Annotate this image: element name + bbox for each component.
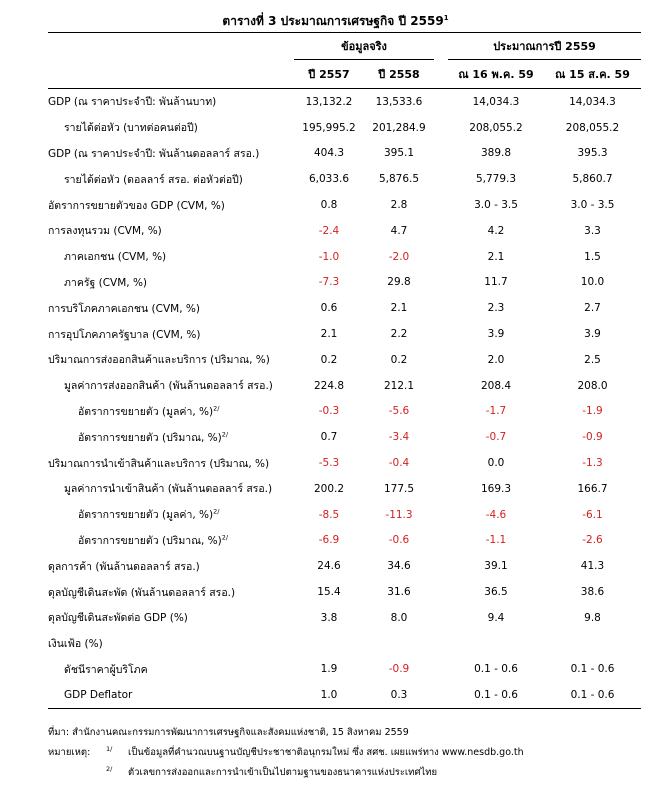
row-label bbox=[48, 399, 294, 425]
row-label-text: ดุลบัญชีเดินสะพัด (พันล้านดอลลาร์ สรอ.) bbox=[48, 586, 236, 599]
row-value bbox=[294, 631, 364, 657]
table-row bbox=[48, 166, 641, 192]
row-value: 212.1 bbox=[383, 379, 415, 392]
row-label bbox=[48, 89, 294, 115]
row-value: -0.3 bbox=[318, 405, 340, 418]
row-value: 0.2 bbox=[390, 353, 408, 366]
table-row bbox=[48, 631, 641, 657]
row-value: 0.8 bbox=[320, 199, 338, 212]
table-title-text: ตารางที่ 3 ประมาณการเศรษฐกิจ ปี 2559 bbox=[222, 14, 444, 28]
row-label bbox=[48, 373, 294, 399]
header-forecast-group: ประมาณการปี 2559 bbox=[448, 33, 641, 60]
remark1-text: เป็นข้อมูลที่คำนวณบนฐานบัญชีประชาชาติอนุกรมใหม่ ซึ่ง สศช. เผยแพร่ทาง www.nesdb.go.th bbox=[128, 747, 524, 758]
row-value: 3.8 bbox=[320, 611, 338, 624]
header-group-row bbox=[48, 33, 641, 60]
row-value: 2.8 bbox=[390, 199, 408, 212]
row-value: -0.7 bbox=[485, 431, 507, 444]
row-value: 5,860.7 bbox=[572, 173, 613, 186]
source-note bbox=[48, 723, 524, 743]
row-value: -0.9 bbox=[582, 431, 603, 444]
remark-note-1 bbox=[48, 743, 524, 763]
table-row bbox=[48, 347, 641, 373]
header-col-aug59: ณ 15 ส.ค. 59 bbox=[544, 60, 641, 89]
row-label bbox=[48, 476, 294, 502]
row-value: 169.3 bbox=[480, 482, 512, 495]
table-row bbox=[48, 89, 641, 115]
row-value: 404.3 bbox=[313, 147, 345, 160]
row-label bbox=[48, 218, 294, 244]
row-value: 3.0 - 3.5 bbox=[474, 199, 518, 212]
table-row bbox=[48, 399, 641, 425]
table-row bbox=[48, 192, 641, 218]
row-value: 15.4 bbox=[317, 586, 341, 599]
row-label bbox=[48, 347, 294, 373]
row-value: 9.8 bbox=[584, 611, 601, 624]
header-blank-2 bbox=[48, 60, 294, 89]
row-value: 224.8 bbox=[313, 379, 345, 392]
row-value: 0.1 - 0.6 bbox=[474, 663, 518, 676]
row-value: -11.3 bbox=[385, 508, 413, 521]
row-value: 0.6 bbox=[320, 302, 338, 315]
header-col-2558: ปี 2558 bbox=[364, 60, 434, 89]
row-value: 13,132.2 bbox=[305, 95, 353, 108]
row-value: -5.6 bbox=[388, 405, 410, 418]
row-label-text: การลงทุนรวม (CVM, %) bbox=[48, 225, 162, 238]
row-value: -1.9 bbox=[582, 405, 603, 418]
footnote-marker: 2/ bbox=[221, 533, 229, 542]
row-value: 395.3 bbox=[577, 147, 608, 160]
row-value: -6.9 bbox=[318, 534, 340, 547]
row-label-text: อัตราการขยายตัวของ GDP (CVM, %) bbox=[48, 199, 225, 212]
table-body bbox=[48, 89, 641, 709]
row-value: 166.7 bbox=[577, 482, 608, 495]
table-notes bbox=[48, 723, 524, 783]
row-value: -4.6 bbox=[485, 508, 507, 521]
row-value: 3.3 bbox=[584, 224, 601, 237]
table-row bbox=[48, 450, 641, 476]
footnote-marker: 2/ bbox=[213, 404, 220, 413]
row-value: 395.1 bbox=[383, 147, 415, 160]
row-value: -3.4 bbox=[388, 431, 410, 444]
row-label-text: อัตราการขยายตัว (มูลค่า, %) bbox=[78, 509, 214, 522]
table-row bbox=[48, 115, 641, 141]
row-value: 2.1 bbox=[390, 302, 408, 315]
remark-label: หมายเหตุ: bbox=[48, 747, 91, 758]
row-value bbox=[364, 631, 434, 657]
row-label bbox=[48, 244, 294, 270]
row-value: 177.5 bbox=[383, 482, 415, 495]
row-label bbox=[48, 450, 294, 476]
row-value: 1.5 bbox=[584, 250, 601, 263]
row-label bbox=[48, 295, 294, 321]
row-label-text: อัตราการขยายตัว (ปริมาณ, %) bbox=[78, 534, 222, 547]
row-value: -1.1 bbox=[485, 534, 507, 547]
footnote-marker: 2/ bbox=[213, 507, 220, 516]
row-label bbox=[48, 321, 294, 347]
row-value bbox=[544, 631, 641, 657]
table-row bbox=[48, 476, 641, 502]
row-label-text: ดัชนีราคาผู้บริโภค bbox=[64, 663, 148, 676]
row-value: -6.1 bbox=[582, 508, 603, 521]
row-value: 2.1 bbox=[487, 250, 505, 263]
row-value: 5,876.5 bbox=[378, 173, 420, 186]
row-value: 2.0 bbox=[487, 353, 505, 366]
row-value: 1.0 bbox=[294, 682, 364, 708]
row-label-text: การบริโภคภาคเอกชน (CVM, %) bbox=[48, 302, 200, 315]
row-value: 9.4 bbox=[487, 611, 505, 624]
row-label-text: รายได้ต่อหัว (ดอลลาร์ สรอ. ต่อหัวต่อปี) bbox=[64, 173, 243, 186]
footnote-marker: 2/ bbox=[221, 430, 229, 439]
row-value: -1.3 bbox=[582, 457, 603, 470]
row-value: 29.8 bbox=[387, 276, 411, 289]
row-value: -2.4 bbox=[318, 224, 340, 237]
remark2-text: ตัวเลขการส่งออกและการนำเข้าเป็นไปตามฐานของธนาคารแห่งประเทศไทย bbox=[128, 767, 438, 778]
row-value: 0.3 bbox=[364, 682, 434, 708]
row-value: 208.0 bbox=[577, 379, 608, 392]
row-value: 3.9 bbox=[584, 328, 601, 341]
remark-note-2 bbox=[48, 763, 524, 783]
row-value: 14,034.3 bbox=[472, 95, 520, 108]
row-value: 6,033.6 bbox=[308, 173, 350, 186]
row-value: 0.1 - 0.6 bbox=[448, 682, 544, 708]
row-value: -0.6 bbox=[388, 534, 410, 547]
remark2-marker: 2/ bbox=[106, 764, 113, 773]
row-label-text: เงินเฟ้อ (%) bbox=[48, 638, 103, 651]
row-value: 31.6 bbox=[387, 586, 411, 599]
row-value: 208,055.2 bbox=[469, 121, 523, 134]
row-value: -7.3 bbox=[318, 276, 340, 289]
row-label bbox=[48, 141, 294, 167]
table-row bbox=[48, 244, 641, 270]
row-value: 208,055.2 bbox=[565, 121, 620, 134]
row-value: 208.4 bbox=[480, 379, 512, 392]
table-row bbox=[48, 218, 641, 244]
row-value: -5.3 bbox=[318, 457, 340, 470]
table-row bbox=[48, 605, 641, 631]
row-label-text: GDP (ณ ราคาประจำปี: พันล้านบาท) bbox=[48, 96, 217, 109]
source-text: สำนักงานคณะกรรมการพัฒนาการเศรษฐกิจและสังคมแห่งชาติ, 15 สิงหาคม 2559 bbox=[72, 727, 409, 738]
row-value: 11.7 bbox=[484, 276, 508, 289]
row-label-text: GDP (ณ ราคาประจำปี: พันล้านดอลลาร์ สรอ.) bbox=[48, 147, 260, 160]
row-label bbox=[48, 166, 294, 192]
row-value: 0.2 bbox=[320, 353, 338, 366]
row-label bbox=[48, 657, 294, 683]
row-value: 195,995.2 bbox=[302, 121, 356, 134]
row-value: 34.6 bbox=[387, 560, 411, 573]
row-value: 2.3 bbox=[487, 302, 505, 315]
row-label-text: มูลค่าการส่งออกสินค้า (พันล้านดอลลาร์ สรอ.) bbox=[64, 380, 273, 393]
table-row bbox=[48, 373, 641, 399]
table-row bbox=[48, 657, 641, 683]
row-value: 14,034.3 bbox=[569, 95, 616, 108]
row-value bbox=[448, 631, 544, 657]
row-value: -8.5 bbox=[318, 508, 340, 521]
header-blank bbox=[48, 33, 294, 60]
row-value: 39.1 bbox=[484, 560, 508, 573]
table-row bbox=[48, 528, 641, 554]
row-label-text: ดุลการค้า (พันล้านดอลลาร์ สรอ.) bbox=[48, 560, 200, 573]
table-row bbox=[48, 321, 641, 347]
row-value: 200.2 bbox=[313, 482, 345, 495]
row-value: -1.7 bbox=[485, 405, 507, 418]
row-value: 13,533.6 bbox=[375, 95, 423, 108]
header-col-2557: ปี 2557 bbox=[294, 60, 364, 89]
row-value: 2.2 bbox=[390, 328, 408, 341]
row-label bbox=[48, 192, 294, 218]
row-value: -1.0 bbox=[318, 250, 340, 263]
row-value: 41.3 bbox=[580, 560, 605, 573]
row-label-text: ภาคเอกชน (CVM, %) bbox=[64, 251, 167, 264]
table-row bbox=[48, 270, 641, 296]
row-value: -2.0 bbox=[388, 250, 410, 263]
row-value: 3.0 - 3.5 bbox=[570, 199, 615, 212]
remark1-marker: 1/ bbox=[106, 744, 113, 753]
row-value: 2.1 bbox=[320, 328, 338, 341]
row-value: -0.4 bbox=[388, 457, 410, 470]
row-value: 24.6 bbox=[317, 560, 341, 573]
table-row bbox=[48, 295, 641, 321]
row-value: -2.6 bbox=[582, 534, 603, 547]
row-label bbox=[48, 631, 294, 657]
row-value: 36.5 bbox=[484, 586, 508, 599]
row-value: 0.7 bbox=[320, 431, 338, 444]
row-value: 201,284.9 bbox=[372, 121, 426, 134]
row-value: 38.6 bbox=[580, 586, 605, 599]
header-actual-group: ข้อมูลจริง bbox=[294, 33, 434, 60]
economic-projection-table bbox=[48, 32, 641, 709]
row-label-text: อัตราการขยายตัว (มูลค่า, %) bbox=[78, 405, 214, 418]
table-row bbox=[48, 502, 641, 528]
row-label bbox=[48, 270, 294, 296]
table-row bbox=[48, 579, 641, 605]
row-label-text: รายได้ต่อหัว (บาทต่อคนต่อปี) bbox=[64, 122, 198, 135]
row-value: 2.5 bbox=[584, 353, 601, 366]
row-label-text: GDP Deflator bbox=[64, 689, 133, 702]
header-col-may59: ณ 16 พ.ค. 59 bbox=[448, 60, 544, 89]
table-row bbox=[48, 141, 641, 167]
row-value: 389.8 bbox=[480, 147, 512, 160]
row-value: 2.7 bbox=[584, 302, 601, 315]
row-label bbox=[48, 115, 294, 141]
row-label-text: ดุลบัญชีเดินสะพัดต่อ GDP (%) bbox=[48, 612, 188, 625]
row-value: 1.9 bbox=[320, 663, 338, 676]
table-title bbox=[0, 12, 671, 31]
row-value: 10.0 bbox=[580, 276, 605, 289]
row-label bbox=[48, 579, 294, 605]
row-value: 4.7 bbox=[390, 224, 408, 237]
table-row bbox=[48, 424, 641, 450]
source-label: ที่มา: bbox=[48, 727, 70, 738]
table-row bbox=[48, 682, 641, 708]
row-value: 0.0 bbox=[487, 457, 505, 470]
row-label-text: มูลค่าการนำเข้าสินค้า (พันล้านดอลลาร์ สรอ.) bbox=[64, 483, 273, 496]
row-label bbox=[48, 553, 294, 579]
row-label bbox=[48, 424, 294, 450]
row-value: -0.9 bbox=[388, 663, 410, 676]
table-row bbox=[48, 553, 641, 579]
row-label-text: ปริมาณการนำเข้าสินค้าและบริการ (ปริมาณ, %) bbox=[48, 457, 270, 470]
row-value: 8.0 bbox=[390, 611, 408, 624]
title-footnote-marker: 1 bbox=[443, 14, 449, 22]
row-label-text: ปริมาณการส่งออกสินค้าและบริการ (ปริมาณ, %) bbox=[48, 354, 270, 367]
row-value: 0.1 - 0.6 bbox=[544, 682, 641, 708]
row-label bbox=[48, 605, 294, 631]
header-column-row bbox=[48, 60, 641, 89]
row-label-text: ภาครัฐ (CVM, %) bbox=[64, 276, 148, 289]
row-label bbox=[48, 528, 294, 554]
row-label bbox=[48, 502, 294, 528]
row-label-text: การอุปโภคภาครัฐบาล (CVM, %) bbox=[48, 328, 201, 341]
row-value: 4.2 bbox=[487, 224, 505, 237]
row-label bbox=[48, 682, 294, 708]
row-value: 5,779.3 bbox=[475, 173, 517, 186]
row-value: 0.1 - 0.6 bbox=[570, 663, 615, 676]
row-label-text: อัตราการขยายตัว (ปริมาณ, %) bbox=[78, 431, 222, 444]
row-value: 3.9 bbox=[487, 328, 505, 341]
